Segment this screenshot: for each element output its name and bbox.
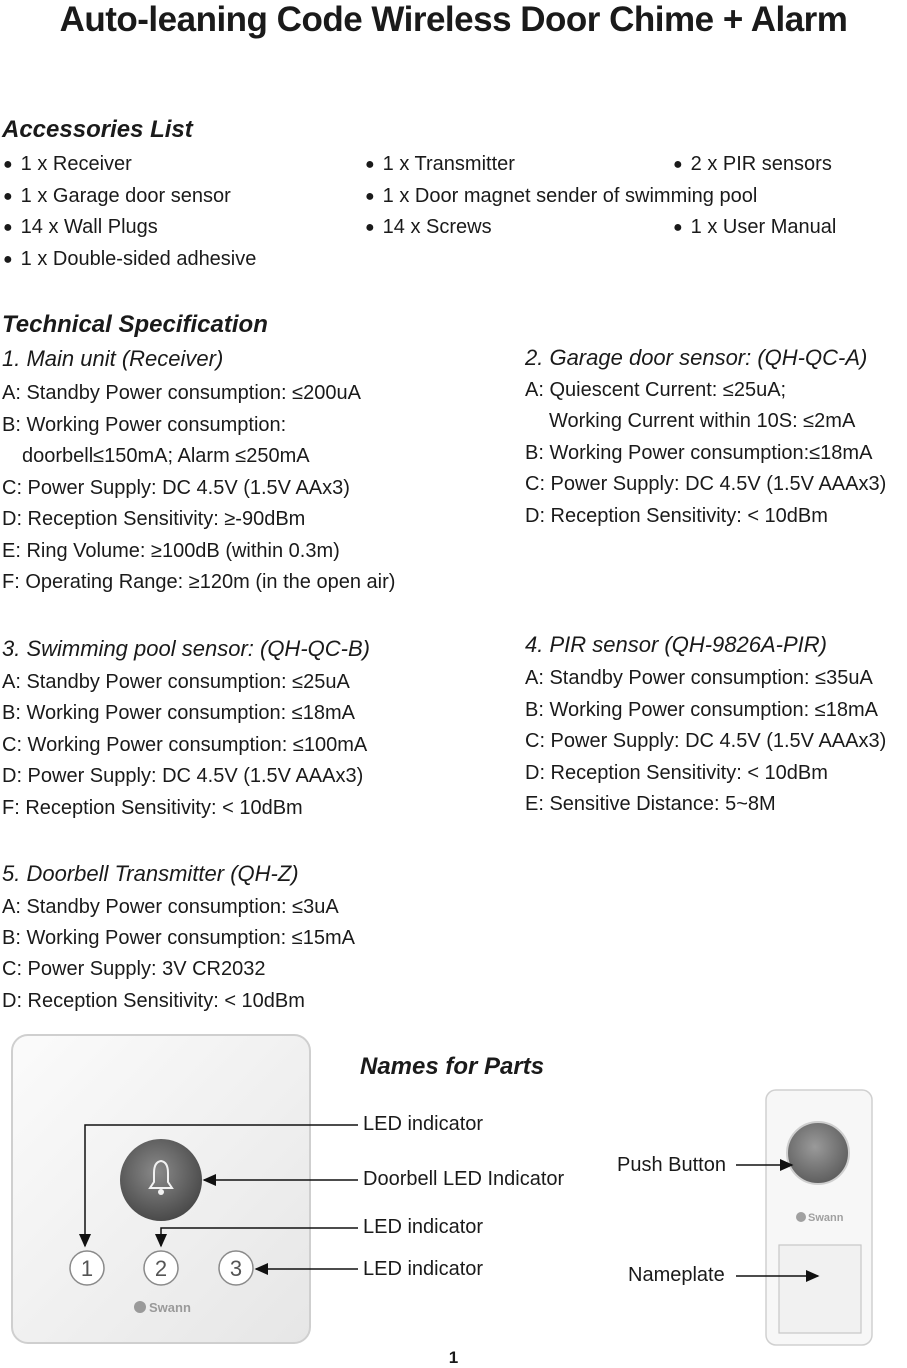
- spec-line: F: Reception Sensitivity: < 10dBm: [2, 797, 303, 819]
- accessory-item: ● 14 x Screws: [365, 215, 492, 241]
- brand-name: Swann: [149, 1300, 191, 1315]
- led-indicator-label: LED indicator: [363, 1113, 484, 1135]
- spec-line: doorbell≤150mA; Alarm ≤250mA: [22, 445, 310, 467]
- led-indicator-label: LED indicator: [363, 1216, 484, 1238]
- spec-line: C: Power Supply: DC 4.5V (1.5V AAx3): [2, 477, 350, 499]
- spec-line: A: Quiescent Current: ≤25uA;: [525, 379, 787, 401]
- led-indicator-2: [144, 1251, 178, 1285]
- spec-line: D: Power Supply: DC 4.5V (1.5V AAAx3): [2, 765, 364, 787]
- push-button-graphic: [787, 1122, 849, 1184]
- spec-line: D: Reception Sensitivity: < 10dBm: [2, 990, 305, 1012]
- spec-line: D: Reception Sensitivity: < 10dBm: [525, 762, 828, 784]
- spec-line: Working Current within 10S: ≤2mA: [549, 410, 856, 432]
- spec-line: B: Working Power consumption:≤18mA: [525, 442, 873, 464]
- spec-line: B: Working Power consumption: ≤18mA: [525, 699, 878, 721]
- push-button-label: Push Button: [617, 1154, 726, 1176]
- pool-sensor-title: 3. Swimming pool sensor: (QH-QC-B): [2, 636, 370, 661]
- nameplate-graphic: [779, 1245, 861, 1333]
- spec-line: C: Working Power consumption: ≤100mA: [2, 734, 368, 756]
- spec-line: A: Standby Power consumption: ≤25uA: [2, 671, 350, 693]
- accessory-item: ● 2 x PIR sensors: [673, 152, 832, 178]
- main-unit-title: 1. Main unit (Receiver): [2, 346, 224, 371]
- parts-heading: Names for Parts: [360, 1053, 545, 1080]
- accessory-item: ● 1 x Double-sided adhesive: [3, 247, 256, 273]
- accessory-item: ● 14 x Wall Plugs: [3, 215, 158, 241]
- spec-line: E: Ring Volume: ≥100dB (within 0.3m): [2, 540, 340, 562]
- accessory-item: ● 1 x Receiver: [3, 152, 132, 178]
- spec-line: E: Sensitive Distance: 5~8M: [525, 793, 776, 815]
- brand-name: Swann: [808, 1212, 844, 1224]
- led-indicator-3: [219, 1251, 253, 1285]
- spec-line: A: Standby Power consumption: ≤35uA: [525, 667, 873, 689]
- page-title: Auto-leaning Code Wireless Door Chime + Alarm: [59, 0, 848, 39]
- doorbell-led-indicator-label: Doorbell LED Indicator: [363, 1168, 565, 1190]
- garage-sensor-title: 2. Garage door sensor: (QH-QC-A): [525, 345, 868, 370]
- spec-line: B: Working Power consumption: ≤15mA: [2, 927, 355, 949]
- spec-line: C: Power Supply: DC 4.5V (1.5V AAAx3): [525, 730, 887, 752]
- accessory-item: ● 1 x Door magnet sender of swimming pool: [365, 184, 757, 210]
- spec-line: B: Working Power consumption:: [2, 414, 287, 436]
- transmitter-title: 5. Doorbell Transmitter (QH-Z): [2, 861, 299, 886]
- nameplate-label: Nameplate: [628, 1264, 725, 1286]
- spec-heading: Technical Specification: [2, 311, 268, 338]
- transmitter-unit: [766, 1090, 872, 1345]
- spec-line: A: Standby Power consumption: ≤3uA: [2, 896, 339, 918]
- page-number: 1: [448, 1348, 459, 1367]
- spec-line: D: Reception Sensitivity: ≥-90dBm: [2, 508, 306, 530]
- pir-sensor-title: 4. PIR sensor (QH-9826A-PIR): [525, 632, 827, 657]
- spec-line: D: Reception Sensitivity: < 10dBm: [525, 505, 828, 527]
- accessory-item: ● 1 x Garage door sensor: [3, 184, 231, 210]
- spec-line: B: Working Power consumption: ≤18mA: [2, 702, 355, 724]
- led-number: 2: [154, 1256, 168, 1281]
- spec-line: F: Operating Range: ≥120m (in the open air): [2, 571, 396, 593]
- led-number: 3: [229, 1256, 243, 1281]
- led-indicator-1: [70, 1251, 104, 1285]
- spec-line: C: Power Supply: DC 4.5V (1.5V AAAx3): [525, 473, 887, 495]
- receiver-unit: [12, 1035, 310, 1343]
- accessory-item: ● 1 x Transmitter: [365, 152, 515, 178]
- spec-line: A: Standby Power consumption: ≤200uA: [2, 382, 361, 404]
- accessory-item: ● 1 x User Manual: [673, 215, 836, 241]
- accessories-heading: Accessories List: [2, 116, 193, 143]
- led-number: 1: [80, 1256, 94, 1281]
- spec-line: C: Power Supply: 3V CR2032: [2, 958, 266, 980]
- doorbell-led-button: [120, 1139, 202, 1221]
- led-indicator-label: LED indicator: [363, 1258, 484, 1280]
